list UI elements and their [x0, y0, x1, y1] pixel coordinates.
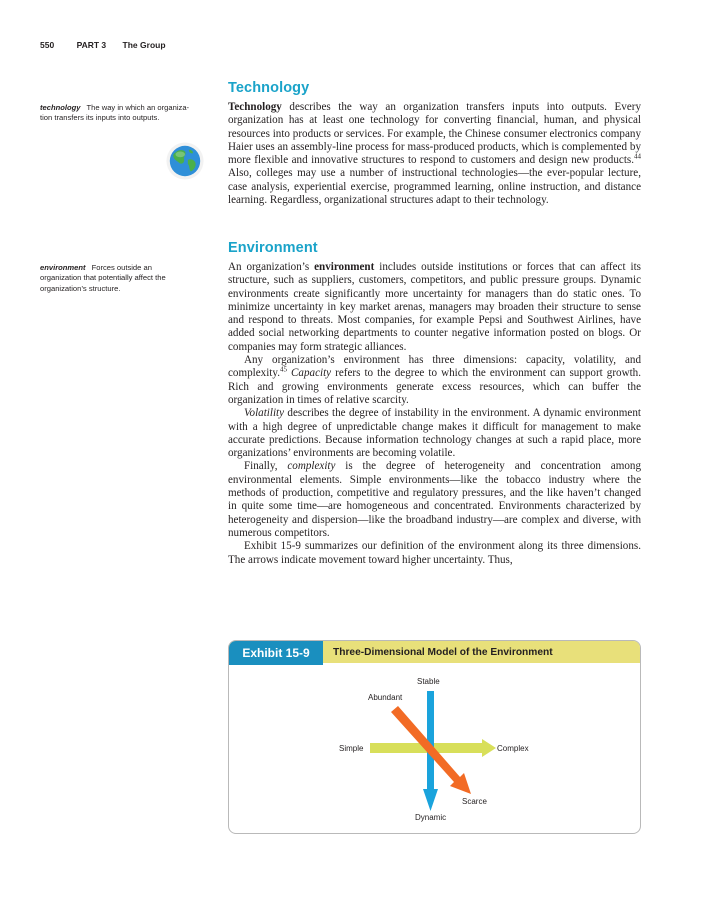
- key-term: Technology: [228, 101, 282, 113]
- label-scarce: Scarce: [462, 797, 487, 806]
- footnote-ref: 45: [279, 365, 287, 374]
- globe-icon: [166, 142, 204, 180]
- part-title: The Group: [122, 40, 166, 50]
- paragraph: Volatility describes the degree of instability in the environment. A dynamic environment with a high degree of unpredictable change makes it difficult for management to make accurate predictions. Because information technology changes at such a rapid place, more organizations’ environments are becoming volatile.: [228, 407, 641, 460]
- label-abundant: Abundant: [368, 693, 403, 702]
- label-complex: Complex: [497, 744, 529, 753]
- key-term: environment: [314, 261, 375, 273]
- margin-note-environment: [40, 263, 212, 294]
- exhibit-box: [228, 640, 641, 834]
- exhibit-title: Three-Dimensional Model of the Environment: [333, 647, 553, 658]
- glossary-term: environment: [40, 263, 86, 272]
- running-header: [40, 40, 166, 50]
- glossary-definition-line: organization that potentially affect the: [40, 273, 166, 283]
- glossary-definition-line: tion transfers its inputs into outputs.: [40, 113, 160, 123]
- glossary-term: technology: [40, 103, 81, 112]
- label-dynamic: Dynamic: [415, 813, 447, 822]
- glossary-definition-line: Forces outside an: [91, 263, 152, 272]
- label-simple: Simple: [339, 744, 364, 753]
- margin-note-technology: [40, 103, 212, 124]
- glossary-definition-line: organization’s structure.: [40, 283, 121, 293]
- footnote-ref: 44: [634, 152, 641, 161]
- page-number: 550: [40, 40, 55, 50]
- exhibit-label: Exhibit 15-9: [229, 641, 323, 665]
- part-label: PART 3: [76, 40, 107, 50]
- environment-body: [228, 261, 641, 567]
- glossary-definition-line: The way in which an organiza-: [86, 103, 190, 112]
- paragraph: Finally, complexity is the degree of heterogeneity and concentration among environmental elements. Simple environments—like the tobacco industry where the methods of production, competitive and regulatory pressures, and the like haven’t changed in quite some time—are homogeneous and concentrated. Environments characterized by heterogeneity and dispersion—like the broadband industry—are complex and diverse, with numerous competitors.: [228, 460, 641, 539]
- paragraph: An organization’s environment includes outside institutions or forces that can affect its structure, such as suppliers, customers, competitors, and public pressure groups. Dynamic environments create significantly more uncertainty for managers than do static ones. To minimize uncertainty in key market arenas, managers may broaden their structure to sense and respond to threats. Most companies, for example Pepsi and Southwest Airlines, have added social networking departments to counter negative information posted on blogs. Or companies may form strategic alliances.: [228, 261, 641, 353]
- section-title-environment: Environment: [228, 240, 318, 256]
- technology-body: [228, 101, 641, 207]
- label-stable: Stable: [417, 677, 440, 686]
- paragraph: Exhibit 15-9 summarizes our definition of the environment along its three dimensions. The arrows indicate movement toward higher uncertainty. Thus,: [228, 540, 641, 566]
- paragraph: Technology describes the way an organization transfers inputs into outputs. Every organization has at least one technology for converting financial, human, and physical resources into products or services. For example, the Chinese consumer electronics company Haier uses an assembly-line process for mass-produced products, which is complemented by more flexible and innovative structures to respond to customers and design new products.$^{44}$ Also, colleges may use a number of instructional technologies—the ever-popular lecture, case analysis, experiential exercise, programmed learning, online instruction, and distance learning. Regardless, organizational structures adapt to their technology.: [228, 101, 641, 207]
- section-title-technology: Technology: [228, 80, 310, 96]
- paragraph: Any organization’s environment has three dimensions: capacity, volatility, and complexity.$^{45}$ Capacity refers to the degree to which the environment can support growth. Rich and growing environments generate excess resources, which can buffer the organization in times of relative scarcity.: [228, 354, 641, 406]
- environment-model-diagram: [229, 641, 641, 834]
